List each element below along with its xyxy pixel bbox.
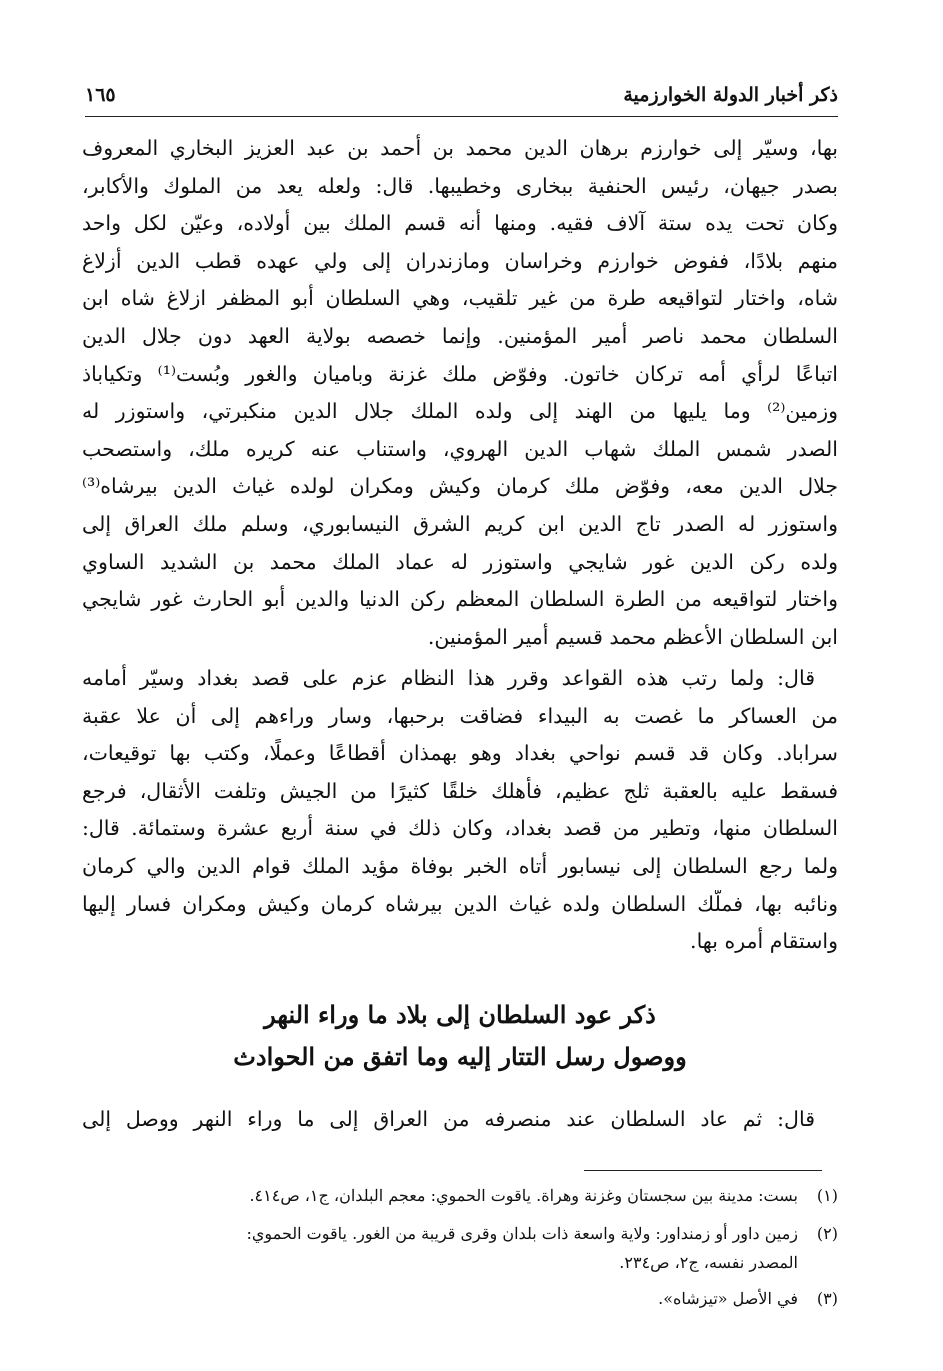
footnote-text: زمين داور أو زمنداور: ولاية واسعة ذات بلدان وقرى قريبة من الغور. ياقوت الحموي: xyxy=(246,1224,798,1243)
footnote-3 xyxy=(82,1288,838,1310)
footnote-1 xyxy=(82,1185,838,1207)
paragraph2-line: ولما رجع السلطان إلى نيسابور أتاه الخبر بوفاة مؤيد الملك قوام الدين والي كرمان xyxy=(82,854,838,878)
paragraph1-line: اتباعًا لرأي أمه تركان خاتون. وفوّض ملك غزنة وباميان والغور وبُست⁽¹⁾ وتكياباذ xyxy=(82,361,838,386)
footnote-text: في الأصل «تيزشاه». xyxy=(658,1289,798,1308)
paragraph1-line: ولده ركن الدين غور شايجي واستوزر له عماد الملك محمد بن الشديد الساوي xyxy=(82,549,838,574)
paragraph1-line: شاه، واختار لتواقيعه طرة من غير تلقيب، وهي السلطان أبو المظفر ازلاغ شاه ابن xyxy=(82,286,838,311)
paragraph1-line: ابن السلطان الأعظم محمد قسيم أمير المؤمنين. xyxy=(427,624,838,649)
paragraph1-line: بصدر جيهان، رئيس الحنفية ببخارى وخطيبها. قال: ولعله يعد من الملوك والأكابر، xyxy=(82,173,838,198)
footnote-separator xyxy=(584,1170,822,1171)
footnote-2-continued: المصدر نفسه، ج٢، ص٢٣٤. xyxy=(619,1253,798,1272)
footnote-2 xyxy=(82,1223,838,1245)
footnote-number: (٢) xyxy=(816,1224,838,1243)
page-number: ١٦٥ xyxy=(85,84,116,106)
paragraph1-line: الصدر شمس الملك شهاب الدين الهروي، واستناب عنه كريره ملك، واستصحب xyxy=(82,436,838,461)
running-title: ذكر أخبار الدولة الخوارزمية xyxy=(623,84,838,106)
paragraph3-line: قال: ثم عاد السلطان عند منصرفه من العراق إلى ما وراء النهر ووصل إلى xyxy=(82,1107,815,1131)
footnote-number: (١) xyxy=(816,1186,838,1205)
section-heading-line-1: ذكر عود السلطان إلى بلاد ما وراء النهر xyxy=(264,1000,656,1029)
paragraph2-line: من العساكر ما غصت به البيداء فضاقت برحبها، وسار وراءهم إلى أن علا عقبة xyxy=(82,703,838,728)
paragraph1-line: واختار لتواقيعه من الطرة السلطان المعظم ركن الدنيا والدين أبو الحارث غور شايجي xyxy=(82,587,838,612)
section-heading-line-2: ووصول رسل التتار إليه وما اتفق من الحوادث xyxy=(233,1042,687,1071)
paragraph2-line: السلطان منها، وتطير من قصد بغداد، وكان ذلك في سنة أربع عشرة وستمائة. قال: xyxy=(82,816,838,841)
paragraph1-line: جلال الدين معه، وفوّض ملك كرمان وكيش ومكران لولده غياث الدين بيرشاه⁽³⁾ xyxy=(82,474,838,499)
paragraph1-line: منهم بلادًا، ففوض خوارزم وخراسان ومازندران إلى ولي عهده قطب الدين أزلاغ xyxy=(82,248,838,273)
paragraph2-line: سراباد. وكان قد قسم نواحي بغداد وهو بهمذان أقطاعًا وعملًا، وكتب بها توقيعات، xyxy=(82,741,838,766)
paragraph2-line: قال: ولما رتب هذه القواعد وقرر هذا النظام عزم على قصد بغداد وسيّر أمامه xyxy=(82,666,815,690)
paragraph1-line: واستوزر له الصدر تاج الدين ابن كريم الشرق النيسابوري، وسلم ملك العراق إلى xyxy=(82,512,838,536)
running-header xyxy=(85,84,838,117)
paragraph1-line: السلطان محمد ناصر أمير المؤمنين. وإنما خصصه بولاية العهد دون جلال الدين xyxy=(82,324,838,348)
paragraph1-line: وزمين⁽²⁾ وما يليها من الهند إلى ولده الملك جلال الدين منكبرتي، واستوزر له xyxy=(82,399,838,424)
paragraph2-line: ونائبه بها، فملّك السلطان ولده غياث الدين بيرشاه كرمان وكيش ومكران فسار إليها xyxy=(82,891,838,916)
paragraph2-line: واستقام أمره بها. xyxy=(690,929,838,954)
paragraph2-line: فسقط عليه بالعقبة ثلج عظيم، فأهلك خلقًا كثيرًا من الجيش وتلفت الأثقال، فرجع xyxy=(82,778,838,803)
paragraph1-line: بها، وسيّر إلى خوارزم برهان الدين محمد بن أحمد بن عبد العزيز البخاري المعروف xyxy=(82,136,838,160)
footnote-number: (٣) xyxy=(816,1289,838,1308)
paragraph1-line: وكان تحت يده ستة آلاف فقيه. ومنها أنه قسم الملك بين أولاده، وعيّن لكل واحد xyxy=(82,211,838,236)
footnote-text: بست: مدينة بين سجستان وغزنة وهراة. ياقوت الحموي: معجم البلدان، ج١، ص٤١٤. xyxy=(249,1186,798,1205)
